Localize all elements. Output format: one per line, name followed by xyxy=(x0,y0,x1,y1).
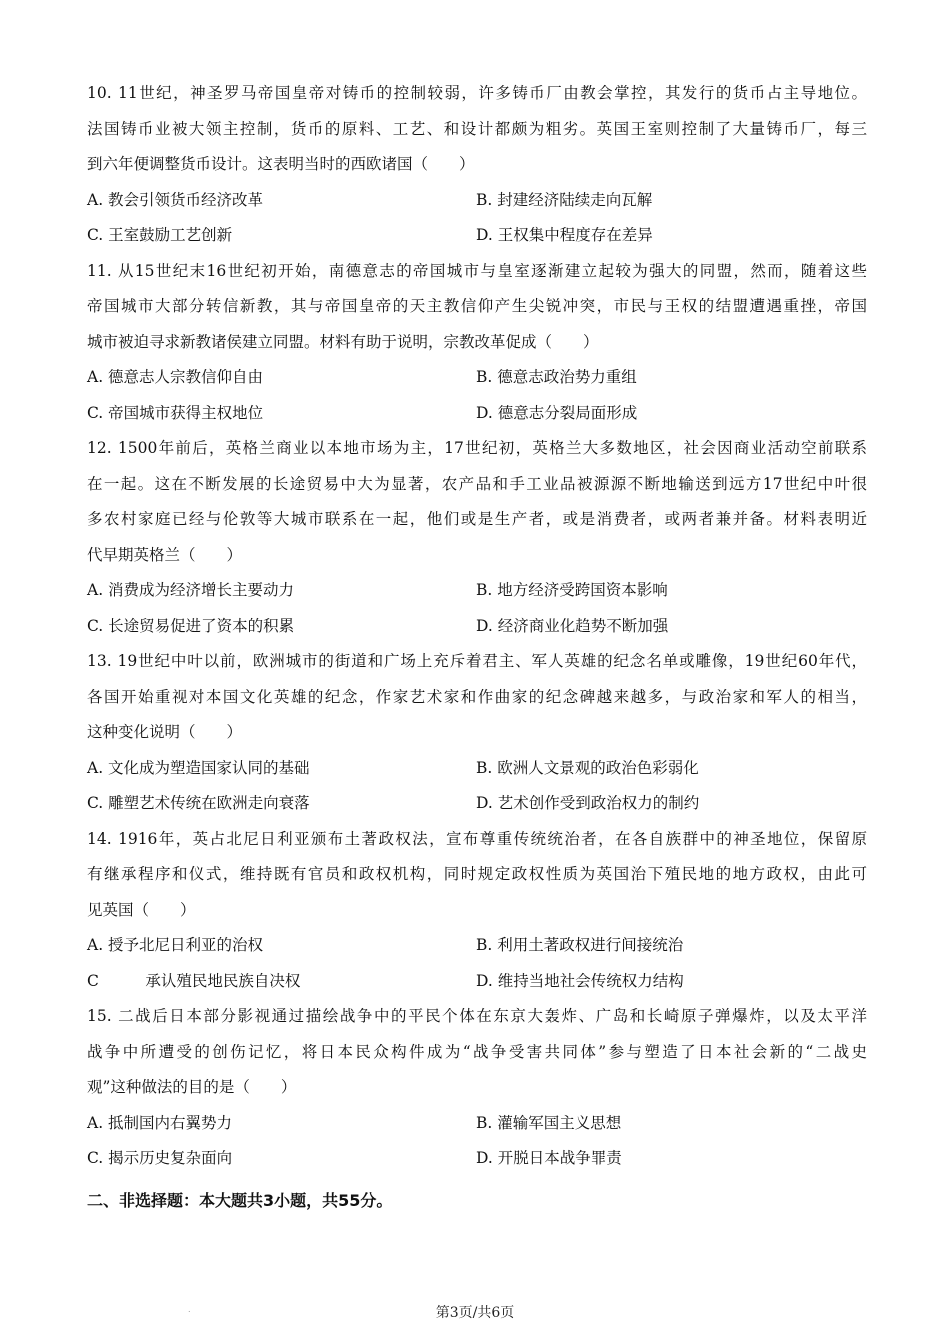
option-a: A. 授予北尼日利亚的治权 xyxy=(87,936,264,954)
page-footer: 第3页/共6页 xyxy=(435,1305,515,1321)
question-14 xyxy=(87,822,867,1000)
option-b: B. 灌输军国主义思想 xyxy=(476,1113,622,1132)
question-13 xyxy=(87,644,867,822)
question-text: 多农村家庭已经与伦敦等大城市联系在一起，他们或是生产者，或是消费者，或两者兼并备。材料表明近 xyxy=(87,510,867,528)
option-a: A. 教会引领货币经济改革 xyxy=(87,190,264,209)
question-text: 法国铸币业被大领主控制，货币的原料、工艺、和设计都颇为粗劣。英国王室则控制了大量铸币厂，每三 xyxy=(87,119,867,138)
option-c: C. 王室鼓励工艺创新 xyxy=(87,226,233,244)
option-d: D. 维持当地社会传统权力结构 xyxy=(476,971,684,990)
options-row xyxy=(87,1141,867,1177)
option-b: B. 利用土著政权进行间接统治 xyxy=(476,936,684,954)
option-a: A. 消费成为经济增长主要动力 xyxy=(87,581,295,599)
question-text: 这种变化说明（ ） xyxy=(87,723,243,741)
question-text: 13. 19世纪中叶以前，欧洲城市的街道和广场上充斥着君主、军人英雄的纪念名单或雕像，19世纪60年代， xyxy=(87,652,867,670)
page-mark: . xyxy=(188,1305,191,1314)
options-row xyxy=(87,360,867,396)
question-text: 见英国（ ） xyxy=(87,900,196,919)
question-text: 到六年便调整货币设计。这表明当时的西欧诸国（ ） xyxy=(87,155,475,173)
options-row xyxy=(87,183,867,219)
question-text: 代早期英格兰（ ） xyxy=(87,545,243,564)
question-text: 在一起。这在不断发展的长途贸易中大为显著，农产品和手工业品被源源不断地输送到远方17世纪中叶很 xyxy=(87,474,867,493)
question-11 xyxy=(87,254,867,432)
options-row xyxy=(87,964,867,1000)
question-text: 各国开始重视对本国文化英雄的纪念，作家艺术家和作曲家的纪念碑越来越多，与政治家和军人的相当， xyxy=(87,687,867,706)
option-c: C. 帝国城市获得主权地位 xyxy=(87,403,264,422)
question-text: 10. 11世纪，神圣罗马帝国皇帝对铸币的控制较弱，许多铸币厂由教会掌控，其发行的货币占主导地位。 xyxy=(87,84,867,102)
option-a: A. 文化成为塑造国家认同的基础 xyxy=(87,758,310,777)
option-d: D. 艺术创作受到政治权力的制约 xyxy=(476,794,700,812)
option-d: D. 德意志分裂局面形成 xyxy=(476,403,638,422)
option-d: D. 王权集中程度存在差异 xyxy=(476,226,653,244)
exam-page xyxy=(87,76,867,1221)
options-row xyxy=(87,573,867,609)
option-d: D. 经济商业化趋势不断加强 xyxy=(476,616,669,635)
question-text: 15. 二战后日本部分影视通过描绘战争中的平民个体在东京大轰炸、广岛和长崎原子弹爆炸，以及太平洋 xyxy=(87,1007,867,1025)
option-b: B. 德意志政治势力重组 xyxy=(476,368,637,386)
question-15 xyxy=(87,999,867,1177)
question-12 xyxy=(87,431,867,644)
options-row xyxy=(87,609,867,645)
option-c: C. 雕塑艺术传统在欧洲走向衰落 xyxy=(87,794,310,812)
options-row xyxy=(87,928,867,964)
options-row xyxy=(87,218,867,254)
option-c: C 承认殖民地民族自决权 xyxy=(87,971,301,990)
section-heading: 二、非选择题：本大题共3小题，共55分。 xyxy=(87,1190,393,1210)
option-c: C. 长途贸易促进了资本的积累 xyxy=(87,616,295,635)
question-text: 战争中所遭受的创伤记忆，将日本民众构件成为“战争受害共同体”参与塑造了日本社会新的“二战史 xyxy=(87,1042,867,1061)
option-a: A. 抵制国内右翼势力 xyxy=(87,1113,233,1132)
question-text: 有继承程序和仪式，维持既有官员和政权机构，同时规定政权性质为英国治下殖民地的地方政权，由此可 xyxy=(87,865,867,883)
question-text: 帝国城市大部分转信新教，其与帝国皇帝的天主教信仰产生尖锐冲突，市民与王权的结盟遭遇重挫，帝国 xyxy=(87,297,867,315)
question-10 xyxy=(87,76,867,254)
options-row xyxy=(87,786,867,822)
options-row xyxy=(87,1106,867,1142)
question-text: 城市被迫寻求新教诸侯建立同盟。材料有助于说明，宗教改革促成（ ） xyxy=(87,332,599,351)
option-b: B. 欧洲人文景观的政治色彩弱化 xyxy=(476,758,699,777)
options-row xyxy=(87,396,867,432)
option-c: C. 揭示历史复杂面向 xyxy=(87,1149,233,1167)
options-row xyxy=(87,751,867,787)
option-a: A. 德意志人宗教信仰自由 xyxy=(87,368,264,386)
option-b: B. 封建经济陆续走向瓦解 xyxy=(476,190,653,209)
question-text: 观”这种做法的目的是（ ） xyxy=(87,1078,297,1096)
question-text: 11. 从15世纪末16世纪初开始，南德意志的帝国城市与皇室逐渐建立起较为强大的同盟，然而，随着这些 xyxy=(87,261,867,280)
option-d: D. 开脱日本战争罪责 xyxy=(476,1149,622,1167)
question-text: 14. 1916年，英占北尼日利亚颁布土著政权法，宣布尊重传统统治者，在各自族群中的神圣地位，保留原 xyxy=(87,829,867,848)
question-text: 12. 1500年前后，英格兰商业以本地市场为主，17世纪初，英格兰大多数地区，社会因商业活动空前联系 xyxy=(87,439,867,457)
option-b: B. 地方经济受跨国资本影响 xyxy=(476,581,668,599)
